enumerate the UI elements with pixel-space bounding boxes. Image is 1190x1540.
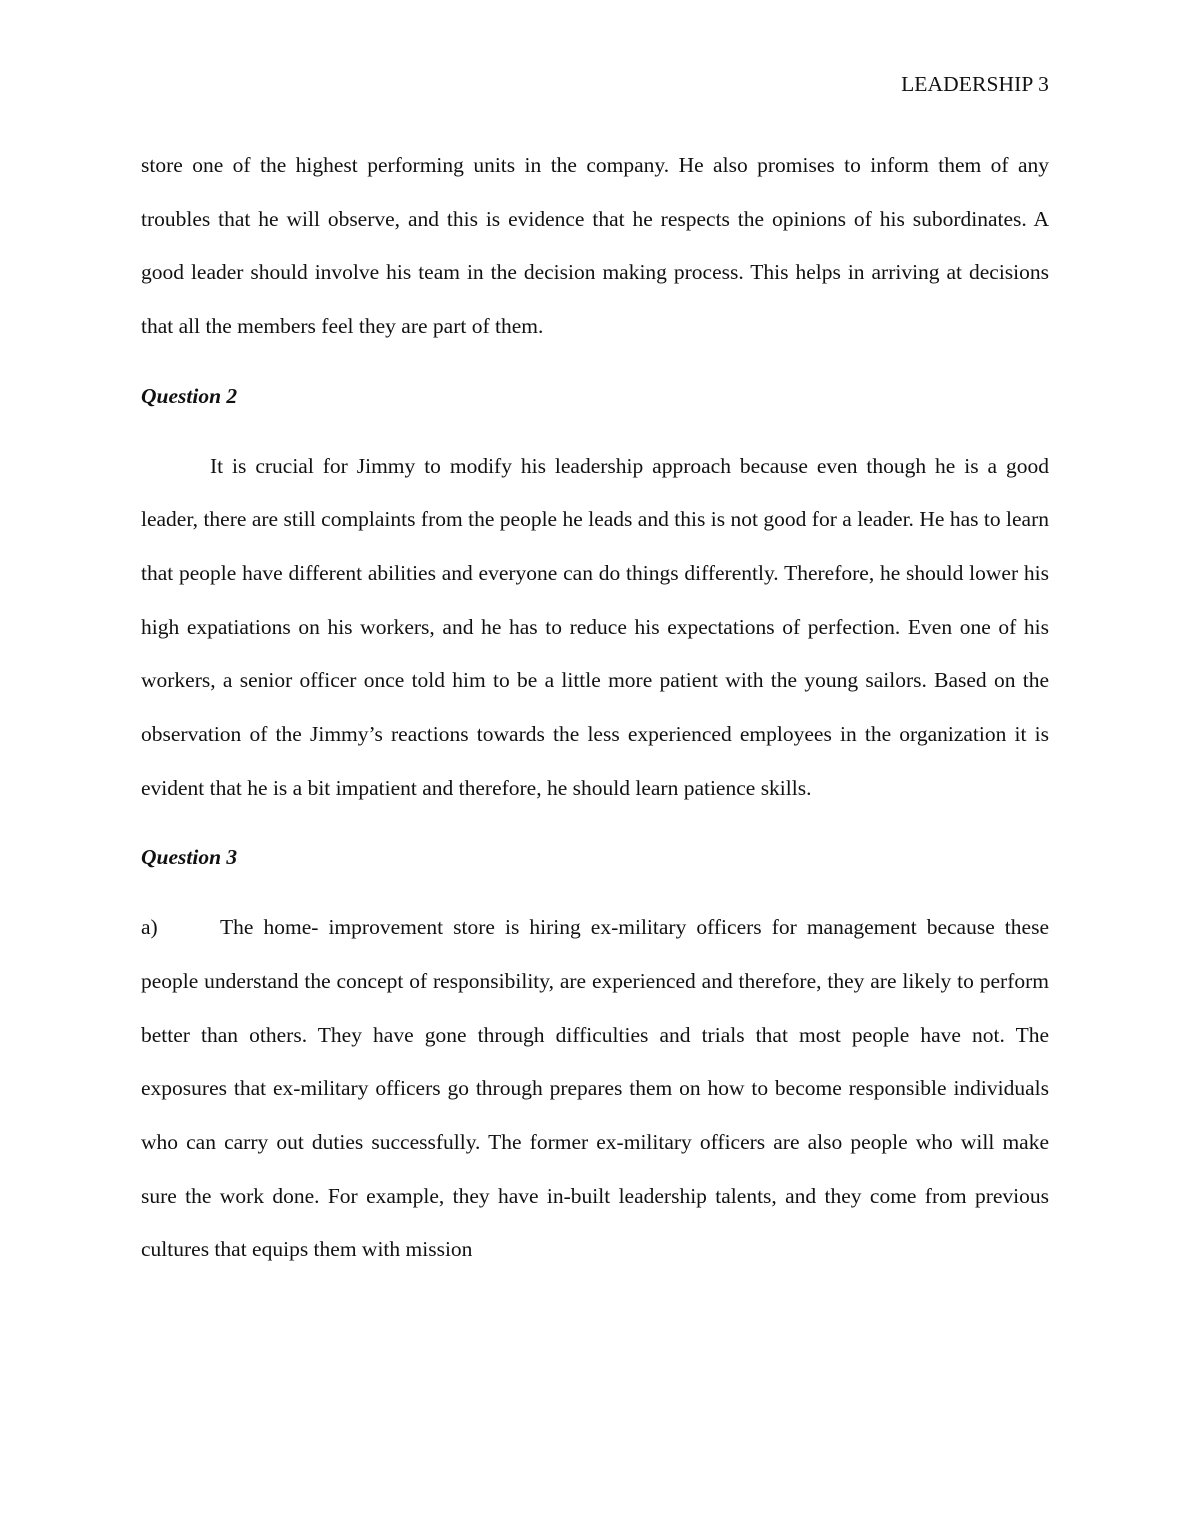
- question-3-heading: Question 3: [141, 845, 238, 870]
- list-marker-a: a): [141, 915, 158, 940]
- list-item-a-text: The home- improvement store is hiring ex-military officers for management because these people understand the concept of responsibility, are experienced and therefore, they are likely to perform better than others. They have gone through difficulties and trials that most people have not. The exposures that ex-military officers go through prepares them on how to become responsible individuals who can carry out duties successfully. The former ex-military officers are also people who will make sure the work done. For example, they have in-built leadership talents, and they come from previous cultures that equips them with mission: [141, 915, 1049, 1262]
- continuation-paragraph: store one of the highest performing units in the company. He also promises to inform them of any troubles that he will observe, and this is evidence that he respects the opinions of his subordinates. A good leader should involve his team in the decision making process. This helps in arriving at decisions that all the members feel they are part of them.: [141, 153, 1049, 339]
- list-item-a: [141, 901, 1049, 1277]
- running-head: LEADERSHIP 3: [901, 72, 1049, 96]
- question-2-heading: Question 2: [141, 383, 238, 408]
- document-body: [141, 139, 1049, 1277]
- question-2-paragraph: It is crucial for Jimmy to modify his leadership approach because even though he is a good leader, there are still complaints from the people he leads and this is not good for a leader. He has to learn that people have different abilities and everyone can do things differently. Therefore, he should lower his high expatiations on his workers, and he has to reduce his expectations of perfection. Even one of his workers, a senior officer once told him to be a little more patient with the young sailors. Based on the observation of the Jimmy’s reactions towards the less experienced employees in the organization it is evident that he is a bit impatient and therefore, he should learn patience skills.: [141, 453, 1049, 800]
